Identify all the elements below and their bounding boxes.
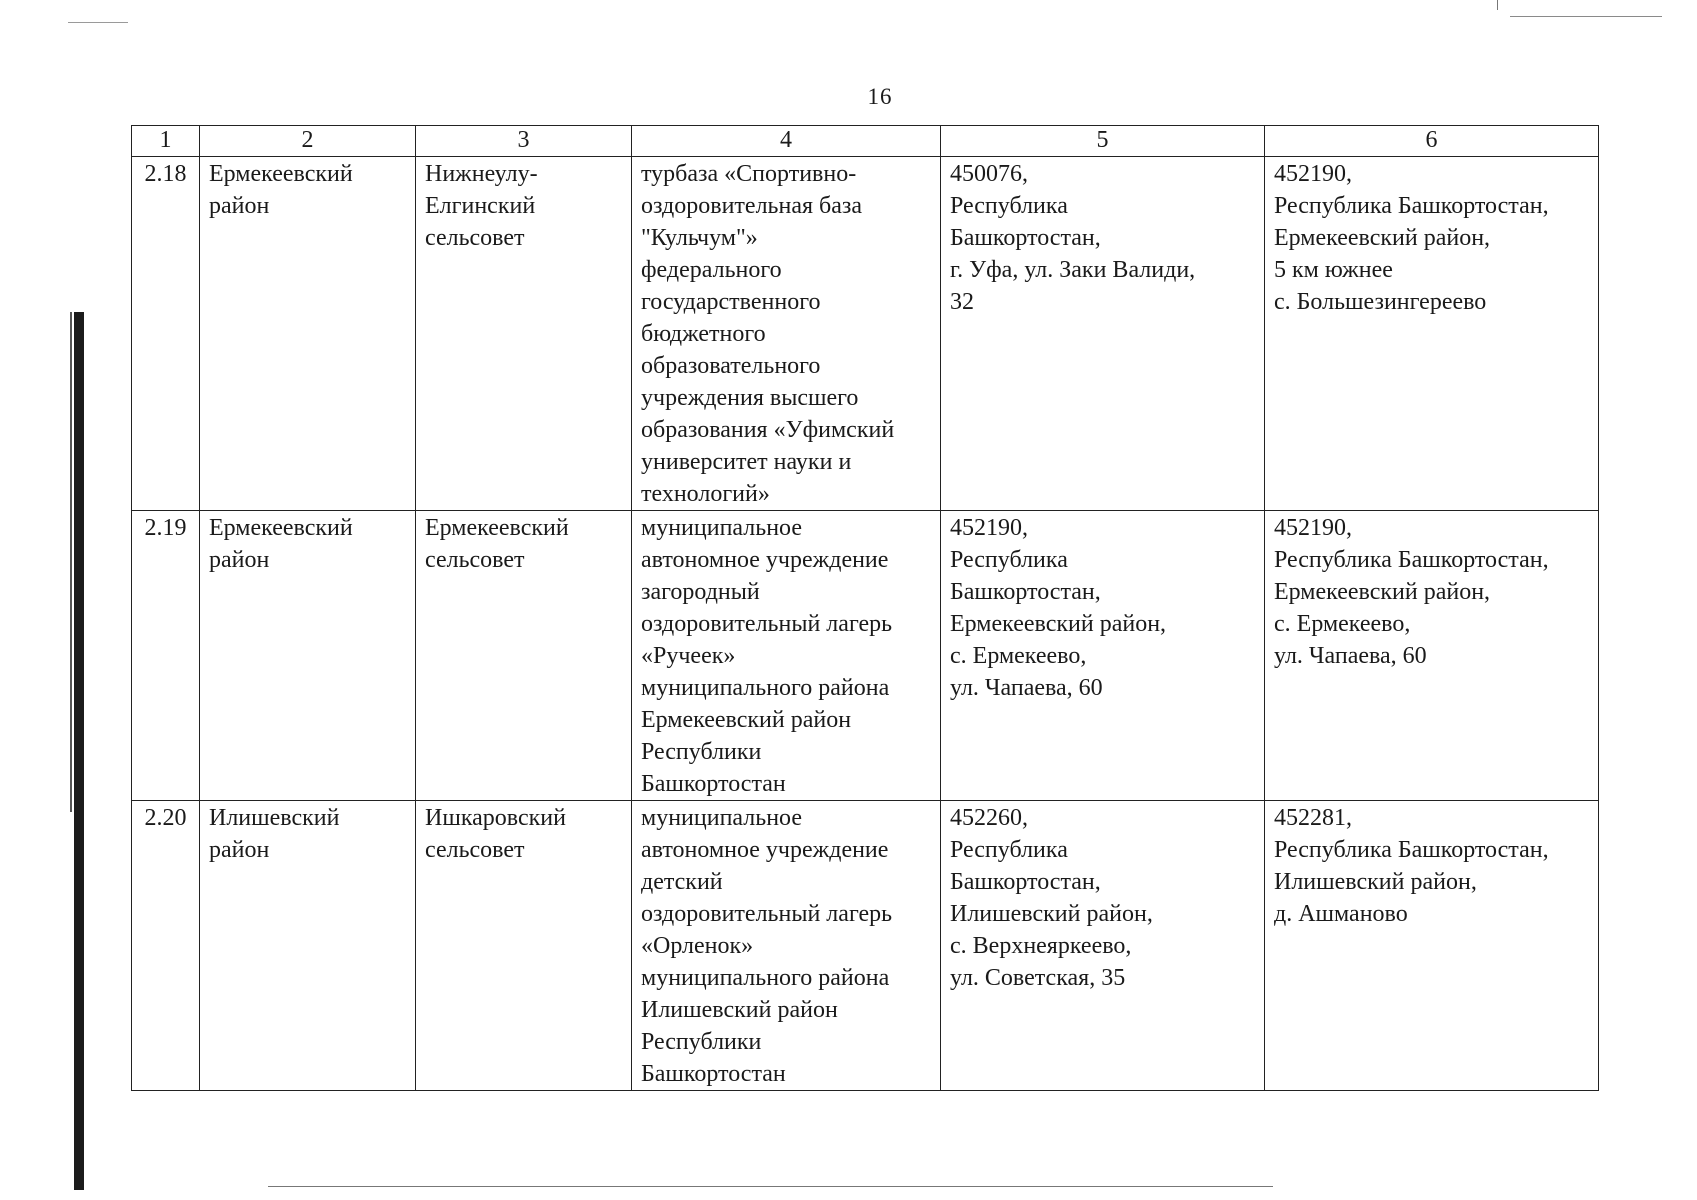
organizations-table — [131, 125, 1599, 1091]
table-header-row — [132, 126, 1599, 157]
header-cell-2: 2 — [200, 126, 416, 157]
header-cell-5: 5 — [941, 126, 1265, 157]
council-cell: Нижнеулу- Елгинский сельсовет — [416, 157, 632, 511]
header-cell-6: 6 — [1265, 126, 1599, 157]
scan-artifact-edge-bar — [74, 312, 84, 1190]
row-number: 2.19 — [132, 511, 200, 801]
table-row — [132, 801, 1599, 1091]
header-cell-3: 3 — [416, 126, 632, 157]
organization-cell: турбаза «Спортивно- оздоровительная база "Кульчум"» федерального государственного бюджетного образовательного учреждения высшего образования «Уфимский университет науки и технологий» — [632, 157, 941, 511]
organization-cell: муниципальное автономное учреждение загородный оздоровительный лагерь «Ручеек» муниципального района Ермекеевский район Республики Башкортостан — [632, 511, 941, 801]
organization-cell: муниципальное автономное учреждение детский оздоровительный лагерь «Орленок» муниципального района Илишевский район Республики Башкортостан — [632, 801, 941, 1091]
scan-artifact-line — [1510, 16, 1662, 17]
table-row — [132, 511, 1599, 801]
legal-address-cell: 452190, Республика Башкортостан, Ермекеевский район, с. Ермекеево, ул. Чапаева, 60 — [941, 511, 1265, 801]
actual-address-cell: 452281, Республика Башкортостан, Илишевский район, д. Ашманово — [1265, 801, 1599, 1091]
scan-artifact-tick — [1497, 0, 1498, 10]
council-cell: Ермекеевский сельсовет — [416, 511, 632, 801]
scan-artifact-edge — [70, 312, 72, 812]
actual-address-cell: 452190, Республика Башкортостан, Ермекеевский район, 5 км южнее с. Большезингереево — [1265, 157, 1599, 511]
scan-artifact-line — [68, 22, 128, 23]
legal-address-cell: 452260, Республика Башкортостан, Илишевский район, с. Верхнеяркеево, ул. Советская, 35 — [941, 801, 1265, 1091]
header-cell-1: 1 — [132, 126, 200, 157]
row-number: 2.18 — [132, 157, 200, 511]
district-cell: Ермекеевский район — [200, 157, 416, 511]
actual-address-cell: 452190, Республика Башкортостан, Ермекеевский район, с. Ермекеево, ул. Чапаева, 60 — [1265, 511, 1599, 801]
council-cell: Ишкаровский сельсовет — [416, 801, 632, 1091]
page-number: 16 — [867, 84, 893, 109]
row-number: 2.20 — [132, 801, 200, 1091]
scan-artifact-line — [268, 1186, 1273, 1187]
district-cell: Илишевский район — [200, 801, 416, 1091]
header-cell-4: 4 — [632, 126, 941, 157]
legal-address-cell: 450076, Республика Башкортостан, г. Уфа, ул. Заки Валиди, 32 — [941, 157, 1265, 511]
table-row — [132, 157, 1599, 511]
district-cell: Ермекеевский район — [200, 511, 416, 801]
